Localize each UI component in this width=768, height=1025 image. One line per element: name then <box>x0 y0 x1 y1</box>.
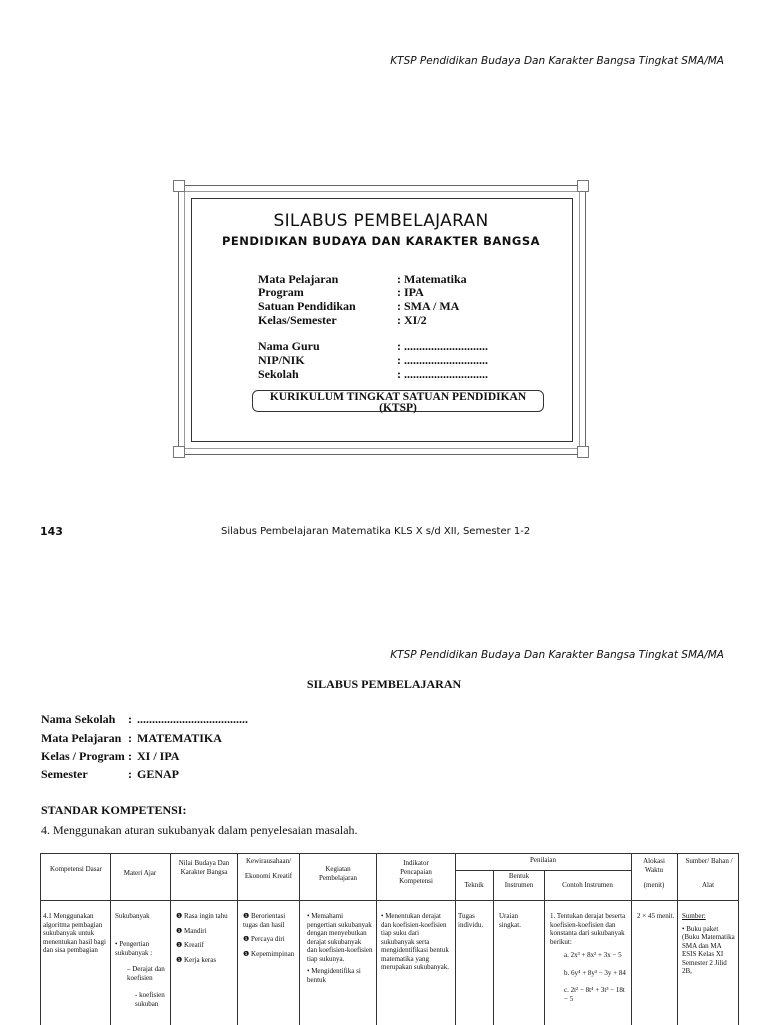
cell-bentuk: Uraian singkat. <box>499 912 521 929</box>
header-nilai-budaya: Nilai Budaya Dan Karakter Bangsa <box>178 859 230 876</box>
kurikulum-line-2: (KTSP) <box>379 402 417 414</box>
silabus-info-label: Mata Pelajaran <box>41 731 122 745</box>
kegiatan-item: Mengidentifika si bentuk <box>307 967 361 984</box>
frame-corner <box>577 180 589 192</box>
header-kewirausahaan: Kewirausahaan/ <box>245 857 292 865</box>
header-bentuk-instrumen: Bentuk Instrumen <box>504 872 534 889</box>
info-value: : Matematika <box>397 272 467 286</box>
document-header: KTSP Pendidikan Budaya Dan Karakter Bangsa Tingkat SMA/MA <box>390 649 724 661</box>
cell-sumber: Sumber: • Buku paket (Buku Matematika SMA dan MA ESIS Kelas XI Semester 2 Jilid 2B, <box>682 912 735 975</box>
info-label: Kelas/Semester <box>258 313 337 327</box>
materi-item: Pengertian sukubanyak : <box>115 940 153 957</box>
column-divider <box>455 854 456 1025</box>
header-materi-ajar: Materi Ajar <box>123 869 157 877</box>
cell-materi-title: Sukubanyak <box>115 912 150 920</box>
silabus-title: SILABUS PEMBELAJARAN <box>306 677 462 691</box>
info-label: Mata Pelajaran <box>258 272 339 286</box>
sumber-text: Buku paket (Buku Matematika SMA dan MA ESIS Kelas XI Semester 2 Jilid 2B, <box>682 924 735 975</box>
contoh-item: b. 6y⁴ + 8y³ − 3y + 84 <box>564 968 626 977</box>
info-value: : IPA <box>397 285 424 299</box>
silabus-info-colon: : <box>128 767 132 781</box>
sumber-heading: Sumber: <box>682 912 706 920</box>
silabus-info-colon: : <box>128 731 132 745</box>
header-alokasi-waktu: Alokasi Waktu <box>643 857 665 874</box>
teacher-value: : ............................ <box>397 339 488 353</box>
contoh-intro: 1. Tentukan derajat beserta koefisien-koefisien dan konstanta dari sukubanyak berikut: <box>550 912 626 946</box>
column-divider <box>376 854 377 1025</box>
materi-item: Derajat dan koefisien <box>127 965 165 982</box>
row-divider <box>41 900 738 901</box>
silabus-info-label: Kelas / Program <box>41 749 125 763</box>
silabus-info-value: XI / IPA <box>137 749 180 763</box>
standar-kompetensi-heading: STANDAR KOMPETENSI: <box>41 803 187 817</box>
kurikulum-line-1: KURIKULUM TINGKAT SATUAN PENDIDIKAN <box>269 391 527 403</box>
header-sumber: Sumber/ Bahan / <box>685 857 733 865</box>
cell-alokasi: 2 × 45 menit. <box>637 912 675 920</box>
silabus-info-value: GENAP <box>137 767 179 781</box>
header-teknik: Teknik <box>464 881 484 889</box>
kewirausahaan-item: Berorientasi tugas dan hasil <box>243 912 286 929</box>
teacher-label: Nama Guru <box>258 339 320 353</box>
nilai-item: Kreatif <box>184 941 204 949</box>
info-label: Satuan Pendidikan <box>258 299 356 313</box>
column-divider <box>110 854 111 1025</box>
header-ekonomi-kreatif: Ekonomi Kreatif <box>244 872 293 880</box>
teacher-label: Sekolah <box>258 367 299 381</box>
header-kompetensi-dasar: Kompetensi Dasar <box>50 865 102 873</box>
column-divider <box>631 854 632 1025</box>
standar-kompetensi-text: 4. Menggunakan aturan sukubanyak dalam penyelesaian masalah. <box>41 823 358 837</box>
teacher-value: : ............................ <box>397 353 488 367</box>
cell-kewirausahaan: ❶ Berorientasi tugas dan hasil ❶ Percaya diri ❶ Kepemimpinan <box>243 912 295 958</box>
frame-corner <box>173 446 185 458</box>
info-label: Program <box>258 285 304 299</box>
row-divider <box>455 870 631 871</box>
contoh-item: a. 2x³ + 8x² + 3x − 5 <box>564 951 622 959</box>
cell-indikator: • Menentukan derajat dan koefisien-koefisien tiap suku dari sukubanyak serta mengidentifikasi bentuk matematika yang merupakan sukubanyak. <box>381 912 450 971</box>
frame-corner <box>577 446 589 458</box>
silabus-info-colon: : <box>128 712 132 726</box>
column-divider <box>237 854 238 1025</box>
teacher-value: : ............................ <box>397 367 488 381</box>
kegiatan-item: Memahami pengertian sukubanyak dengan menyebutkan derajat sukubanyak dan koefisien-koefisien tiap sukunya. <box>307 912 373 963</box>
cover-subtitle: PENDIDIKAN BUDAYA DAN KARAKTER BANGSA <box>221 234 541 248</box>
cell-nilai: ❶ Rasa ingin tahu ❶ Mandiri ❶ Kreatif ❶ Kerja keras <box>176 912 228 964</box>
column-divider <box>493 870 494 1025</box>
document-header: KTSP Pendidikan Budaya Dan Karakter Bangsa Tingkat SMA/MA <box>390 55 724 67</box>
cell-materi-list: • Pengertian sukubanyak : <box>115 940 153 957</box>
kurikulum-box <box>252 390 544 412</box>
cell-materi-sub: – Derajat dan koefisien <box>127 965 165 982</box>
silabus-info-label: Semester <box>41 767 88 781</box>
header-alat: Alat <box>701 881 715 889</box>
kewirausahaan-item: Kepemimpinan <box>251 949 295 958</box>
teacher-label: NIP/NIK <box>258 353 305 367</box>
cell-contoh <box>550 912 630 1003</box>
header-kegiatan-pembelajaran: Kegiatan Pembelajaran <box>318 865 358 882</box>
column-divider <box>544 870 545 1025</box>
cover-title: SILABUS PEMBELAJARAN <box>273 211 489 231</box>
contoh-item: c. 2t² − 8t⁴ + 3t³ − 18t − 5 <box>564 986 625 1003</box>
header-indikator: Indikator Pencapaian Kompetensi <box>399 859 433 885</box>
column-divider <box>299 854 300 1025</box>
header-penilaian: Penilaian <box>529 856 557 864</box>
nilai-item: Kerja keras <box>184 955 217 964</box>
nilai-item: Rasa ingin tahu <box>184 912 228 920</box>
frame-corner <box>173 180 185 192</box>
info-value: : SMA / MA <box>397 299 460 313</box>
silabus-table <box>40 853 739 1025</box>
column-divider <box>677 854 678 1025</box>
cell-materi-sub2: - koefisien sukuban <box>135 991 165 1008</box>
indikator-text: Menentukan derajat dan koefisien-koefisien tiap suku dari sukubanyak serta mengidentifikasi bentuk matematika yang merupakan sukubanyak. <box>381 912 450 971</box>
silabus-info-value: ..................................... <box>137 712 248 726</box>
nilai-item: Mandiri <box>184 926 207 935</box>
cell-kompetensi-dasar: 4.1 Menggunakan algoritma pembagian sukubanyak untuk menentukan hasil bagi dan sisa pembagian <box>43 912 106 954</box>
silabus-info-value: MATEMATIKA <box>137 731 222 745</box>
footer-text: Silabus Pembelajaran Matematika KLS X s/d XII, Semester 1-2 <box>221 526 531 537</box>
kewirausahaan-item: Percaya diri <box>251 935 285 943</box>
silabus-info-colon: : <box>128 749 132 763</box>
cell-teknik: Tugas individu. <box>458 912 484 929</box>
page-number: 143 <box>40 525 63 538</box>
cell-kegiatan: • Memahami pengertian sukubanyak dengan menyebutkan derajat sukubanyak dan koefisien-koefisien tiap sukunya. • Mengidentifika si bentuk <box>307 912 373 984</box>
header-alokasi-menit: (menit) <box>643 881 665 889</box>
info-value: : XI/2 <box>397 313 427 327</box>
header-contoh-instrumen: Contoh Instrumen <box>562 881 613 889</box>
silabus-info-label: Nama Sekolah <box>41 712 116 726</box>
column-divider <box>170 854 171 1025</box>
